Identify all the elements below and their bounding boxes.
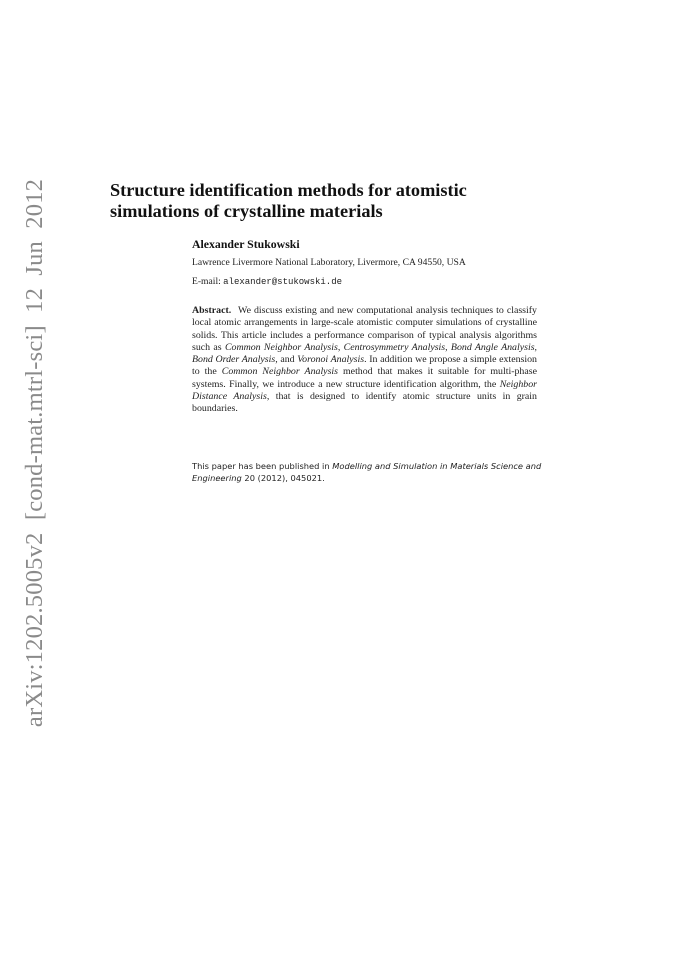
abstract-text: , and: [275, 354, 298, 366]
author-affiliation: Lawrence Livermore National Laboratory, Livermore, CA 94550, USA: [192, 257, 466, 268]
author-name: Alexander Stukowski: [192, 237, 300, 251]
pubnote-prefix: This paper has been published in: [192, 461, 333, 471]
title-line-2: simulations of crystalline materials: [110, 201, 383, 221]
arxiv-identifier: arXiv:1202.5005v2 [cond-mat.mtrl-sci] 12 Jun 2012: [21, 178, 48, 728]
abstract-term: Bond Order Analysis: [192, 354, 276, 366]
title-line-1: Structure identification methods for atomistic: [110, 180, 467, 200]
abstract-term: Common Neighbor Analysis: [221, 366, 338, 378]
email-label: E-mail:: [192, 276, 224, 287]
author-email: [192, 276, 342, 287]
pubnote-citation: 20 (2012), 045021.: [241, 473, 325, 484]
abstract-label: Abstract.: [192, 305, 232, 316]
abstract-term: Bond Angle Analysis: [450, 341, 535, 353]
abstract-text: method that makes it suitable for multi-phase systems. Finally, we introduce a new structure identification algorithm, the: [192, 366, 537, 390]
abstract-term: Common Neighbor Analysis: [224, 341, 338, 353]
abstract-term: Voronoi Analysis: [297, 354, 365, 366]
paper-title: [110, 180, 510, 222]
abstract-text: ,: [445, 341, 451, 353]
publication-note: [192, 460, 542, 484]
abstract-text: . In addition we propose a simple extension to the: [192, 354, 537, 378]
abstract-text: ,: [337, 341, 344, 353]
email-address: alexander@stukowski.de: [223, 277, 342, 287]
abstract-text: , that is designed to identify atomic structure units in grain boundaries.: [192, 391, 537, 415]
abstract-text: We discuss existing and new computational analysis techniques to classify local atomic arrangements in large-scale atomistic computer simulations of crystalline solids. This article includes a performance comparison of typical analysis algorithms such as: [192, 305, 537, 353]
arxiv-stamp: [21, 178, 48, 728]
abstract-term: Neighbor Distance Analysis: [192, 378, 537, 403]
journal-name: Modelling and Simulation in Materials Science and Engineering: [192, 461, 542, 484]
abstract: [192, 305, 537, 416]
abstract-term: Centrosymmetry Analysis: [343, 341, 446, 353]
abstract-text: ,: [534, 341, 537, 353]
